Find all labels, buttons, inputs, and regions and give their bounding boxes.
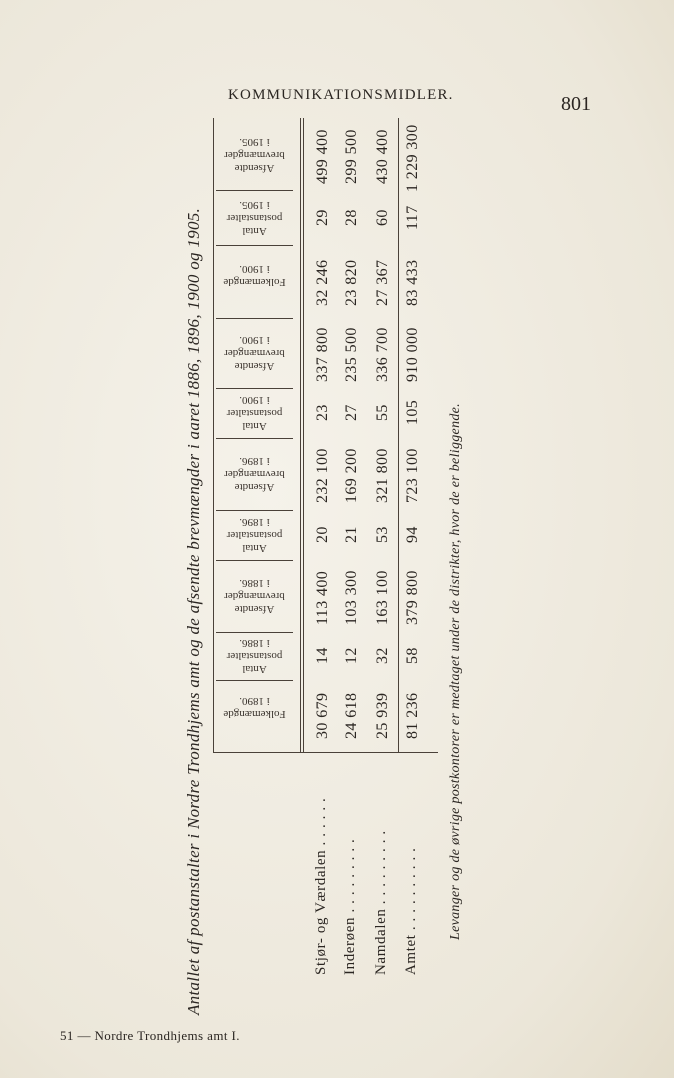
column-header [218,694,291,720]
column-header-line: i 1900. [239,334,270,346]
row-label-district: Namdalen . . . . . . . . . [373,830,389,975]
table-cell: 81 236 [404,692,421,739]
table-cell: 27 367 [374,259,391,307]
table-cell: 29 [314,208,331,226]
column-header-line: brevmængder [224,590,285,602]
table-rule-horizontal [216,632,293,633]
row-label-district: Inderøen . . . . . . . . . [342,838,358,975]
column-header-line: i 1905. [239,136,270,148]
column-header-line: Afsendte [234,603,275,615]
table-cell: 20 [314,526,331,544]
table-cell: 24 618 [343,692,360,739]
table-cell: 23 820 [343,259,360,307]
column-header-line: Afsendte [234,360,275,372]
table-cell: 14 [314,647,331,665]
column-header-line: Antal [242,420,267,432]
table-rule-horizontal [216,388,293,389]
signature-line: 51 — Nordre Trondhjems amt I. [60,1028,240,1043]
table-cell: 21 [343,526,360,544]
column-header-line: Afsendte [234,481,275,493]
running-title: KOMMUNIKATIONSMIDLER. [228,87,454,103]
column-header [218,515,291,554]
table-cell: 30 679 [314,692,331,739]
table-cell: 379 800 [404,569,421,625]
table-cell: 299 500 [343,128,360,184]
table-rule-horizontal [216,245,293,246]
column-header-line: Antal [242,542,267,554]
table-cell: 169 200 [343,447,360,503]
table-cell: 53 [374,526,391,544]
column-header [218,198,291,237]
column-header-line: postanstalter [226,211,283,224]
column-header-line: postanstalter [226,407,283,419]
table-cell: 232 100 [314,447,331,503]
table-cell: 12 [343,647,360,665]
column-header-line: Folkemængde [223,275,286,288]
table-rule-horizontal [216,318,293,319]
table-cell: 83 433 [404,259,421,307]
column-header [218,576,291,615]
table-rule-horizontal [216,190,293,191]
column-header-line: Antal [242,224,267,237]
column-header-line: i 1886. [239,577,270,589]
column-header-line: i 1900. [239,394,270,406]
column-header-line: i 1905. [239,198,270,211]
table-cell: 23 [314,404,331,422]
column-header-line: i 1886. [239,637,270,649]
table-cell: 910 000 [404,326,421,382]
table-rule-horizontal [216,680,293,681]
column-header-line: i 1896. [239,516,270,528]
table-cell: 235 500 [343,326,360,382]
column-header [218,454,291,493]
table-cell: 55 [374,404,391,422]
table-rule-vertical [213,118,214,752]
table-cell: 28 [343,208,360,226]
table-cell: 32 [374,647,391,665]
page-number: 801 [561,93,591,115]
table-cell: 337 800 [314,326,331,382]
column-header-line: brevmængder [224,149,285,161]
table-cell: 113 400 [314,570,331,625]
column-header-line: postanstalter [226,650,283,662]
table-cell: 117 [404,205,421,230]
table-rule-vertical [398,118,399,752]
table-rule-horizontal [216,510,293,511]
table-cell: 321 800 [374,447,391,503]
table-rule-vertical [303,118,304,752]
table-cell: 58 [404,647,421,665]
table-title: Antallet af postanstalter i Nordre Trondhjems amt og de afsendte brevmængder i aaret 1886, 1896, 1900 og 1905. [184,207,203,1015]
row-label-district: Stjør- og Værdalen . . . . . . [313,797,329,975]
column-header [218,135,291,174]
table-footnote: Levanger og de øvrige postkontorer er medtaget under de distrikter, hvor de er beliggende. [448,403,463,940]
table-rule-horizontal [216,560,293,561]
column-header-line: brevmængder [224,468,285,480]
column-header [218,636,291,675]
table-cell: 499 400 [314,128,331,184]
column-header-line: Folkemængde [223,708,286,720]
column-header-line: i 1900. [239,262,270,275]
column-header-line: brevmængder [224,347,285,359]
table-cell: 32 246 [314,259,331,307]
table-cell: 163 100 [374,569,391,625]
table-rule-vertical [300,118,301,752]
table-cell: 1 229 300 [404,124,421,192]
column-header-line: i 1896. [239,455,270,467]
column-header-line: Afsendte [234,162,275,174]
table-cell: 94 [404,526,421,544]
column-header-line: Antal [242,663,267,675]
column-header-line: postanstalter [226,529,283,541]
table-cell: 105 [404,400,421,426]
row-label-district: Amtet . . . . . . . . . . [403,847,419,975]
column-header [218,262,291,288]
column-header [218,333,291,372]
table-cell: 60 [374,208,391,226]
table-cell: 336 700 [374,326,391,382]
table-cell: 27 [343,404,360,422]
table-cell: 723 100 [404,447,421,503]
table-cell: 430 400 [374,128,391,184]
column-header-line: i 1890. [239,695,270,707]
table-rule-horizontal [213,752,438,753]
table-rule-horizontal [216,438,293,439]
column-header [218,393,291,432]
table-cell: 103 300 [343,569,360,625]
table-cell: 25 939 [374,692,391,739]
